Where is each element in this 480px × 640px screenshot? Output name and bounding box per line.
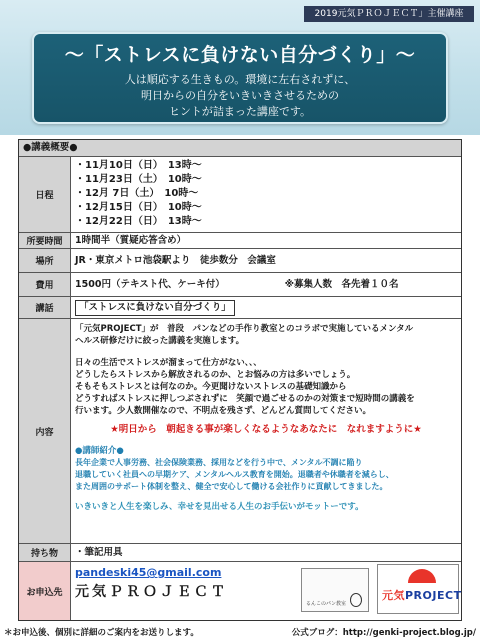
organizer-tag: 2019元気ＰＲＯＪＥＣＴ」主催講座	[304, 6, 474, 22]
content-body-line: そもそもストレスとは何なのか。今更聞けないストレスの基礎知識から	[75, 382, 347, 392]
teacher-line: 退職していく社員への早期ケア、メンタルヘルス教育を開始。退職者や休職者を減らし、	[75, 470, 394, 479]
venue-label: 場所	[19, 249, 71, 272]
pan-logo-text: るんこのパン教室	[306, 601, 347, 607]
content-body-line: 行います。少人数開催なので、不明点を残さず、どんどん質問してください。	[75, 406, 371, 416]
course-table	[18, 139, 462, 621]
genki-logo-g1: 元気	[382, 589, 405, 602]
apply-label: お申込先	[19, 562, 71, 620]
content-body-line: 日々の生活でストレスが溜まって仕方がない、、、	[75, 358, 262, 368]
brand-name: 元気ＰＲＯＪＥＣＴ	[75, 584, 228, 600]
title-banner	[32, 32, 448, 124]
content-row	[19, 319, 461, 544]
fee-value: 1500円（テキスト代、ケーキ付）	[75, 279, 225, 290]
page-title: ～「ストレスに負けない自分づくり」～	[64, 44, 416, 66]
duration-label: 所要時間	[19, 233, 71, 248]
content-body-line: どうしたらストレスから解放されるのか、とお悩みの方は多いでしょう。	[75, 370, 356, 380]
teacher-line: また周囲のサポート体制を整え、健全で安心して働ける会社作りに貢献してきました。	[75, 482, 388, 491]
schedule-label: 日程	[19, 157, 71, 232]
belongings-value: ・筆記用具	[75, 547, 123, 558]
schedule-item: ・12月22日（日） 13時～	[75, 216, 202, 227]
schedule-item: ・11月10日（日） 13時～	[75, 160, 202, 171]
email-link[interactable]: pandeski45@gmail.com	[75, 566, 222, 579]
content-body-line: どうすればストレスに押しつぶされずに 笑顔で過ごせるのかの対策まで短時間の講義を	[75, 394, 415, 404]
closing-motto: いきいきと人生を楽しみ、幸せを見出せる人生のお手伝いがモットーです。	[75, 502, 364, 512]
schedule-row	[19, 157, 461, 233]
schedule-list	[71, 157, 461, 232]
footer	[4, 626, 476, 638]
fee-row	[19, 273, 461, 297]
subtitle-line-3: ヒントが詰まった講座です。	[168, 105, 312, 118]
venue-row	[19, 249, 461, 273]
bread-icon	[350, 593, 362, 607]
footer-note: ＊お申込後、個別に詳細のご案内をお送りします。	[4, 628, 199, 638]
genki-project-logo	[377, 564, 462, 614]
genki-logo-g2: PROJECT	[405, 589, 462, 602]
teacher-line: 長年企業で人事労務、社会保険業務、採用などを行う中で、メンタル不調に陥り	[75, 458, 363, 467]
topic-value: 「ストレスに負けない自分づくり」	[75, 300, 235, 316]
belongings-label: 持ち物	[19, 544, 71, 561]
sun-icon	[408, 569, 436, 583]
content-intro-line: 「元気PROJECT」が 普段 パンなどの手作り教室とのコラボで実施しているメンタル	[75, 324, 414, 334]
duration-row	[19, 233, 461, 249]
content-body	[71, 319, 461, 543]
fee-label: 費用	[19, 273, 71, 296]
apply-row	[19, 562, 461, 620]
schedule-item: ・12月 7日（土） 10時～	[75, 188, 199, 199]
genki-logo-word	[382, 587, 462, 603]
fee-cell	[71, 273, 461, 296]
subtitle-line-2: 明日からの自分をいきいきさせるための	[141, 89, 339, 102]
blog-link[interactable]: 公式ブログ：http://genki-project.blog.jp/	[291, 628, 476, 638]
schedule-item: ・12月15日（日） 10時～	[75, 202, 202, 213]
schedule-item: ・11月23日（土） 10時～	[75, 174, 202, 185]
belongings-row	[19, 544, 461, 562]
topic-cell	[71, 297, 461, 318]
section-header-row	[19, 140, 461, 157]
duration-value: 1時間半（質疑応答含め）	[75, 235, 187, 246]
highlight-message: ★明日から 朝起きる事が楽しくなるようなあなたに なれますように★	[110, 424, 422, 435]
apply-cell	[71, 562, 461, 620]
header	[0, 0, 480, 135]
section-header: ●講義概要●	[19, 140, 461, 156]
content-label: 内容	[19, 319, 71, 543]
capacity-note: ※募集人数 各先着１０名	[284, 279, 399, 290]
subtitle-line-1: 人は順応する生きもの。環境に左右されずに、	[124, 73, 356, 86]
content-intro-line: ヘルス研修だけに絞った講義を実施します。	[75, 336, 245, 346]
pan-class-logo	[301, 568, 369, 612]
venue-value: JR・東京メトロ池袋駅より 徒歩数分 会議室	[75, 255, 276, 266]
topic-label: 講話	[19, 297, 71, 318]
teacher-heading: ●講師紹介●	[75, 446, 124, 456]
topic-row	[19, 297, 461, 319]
